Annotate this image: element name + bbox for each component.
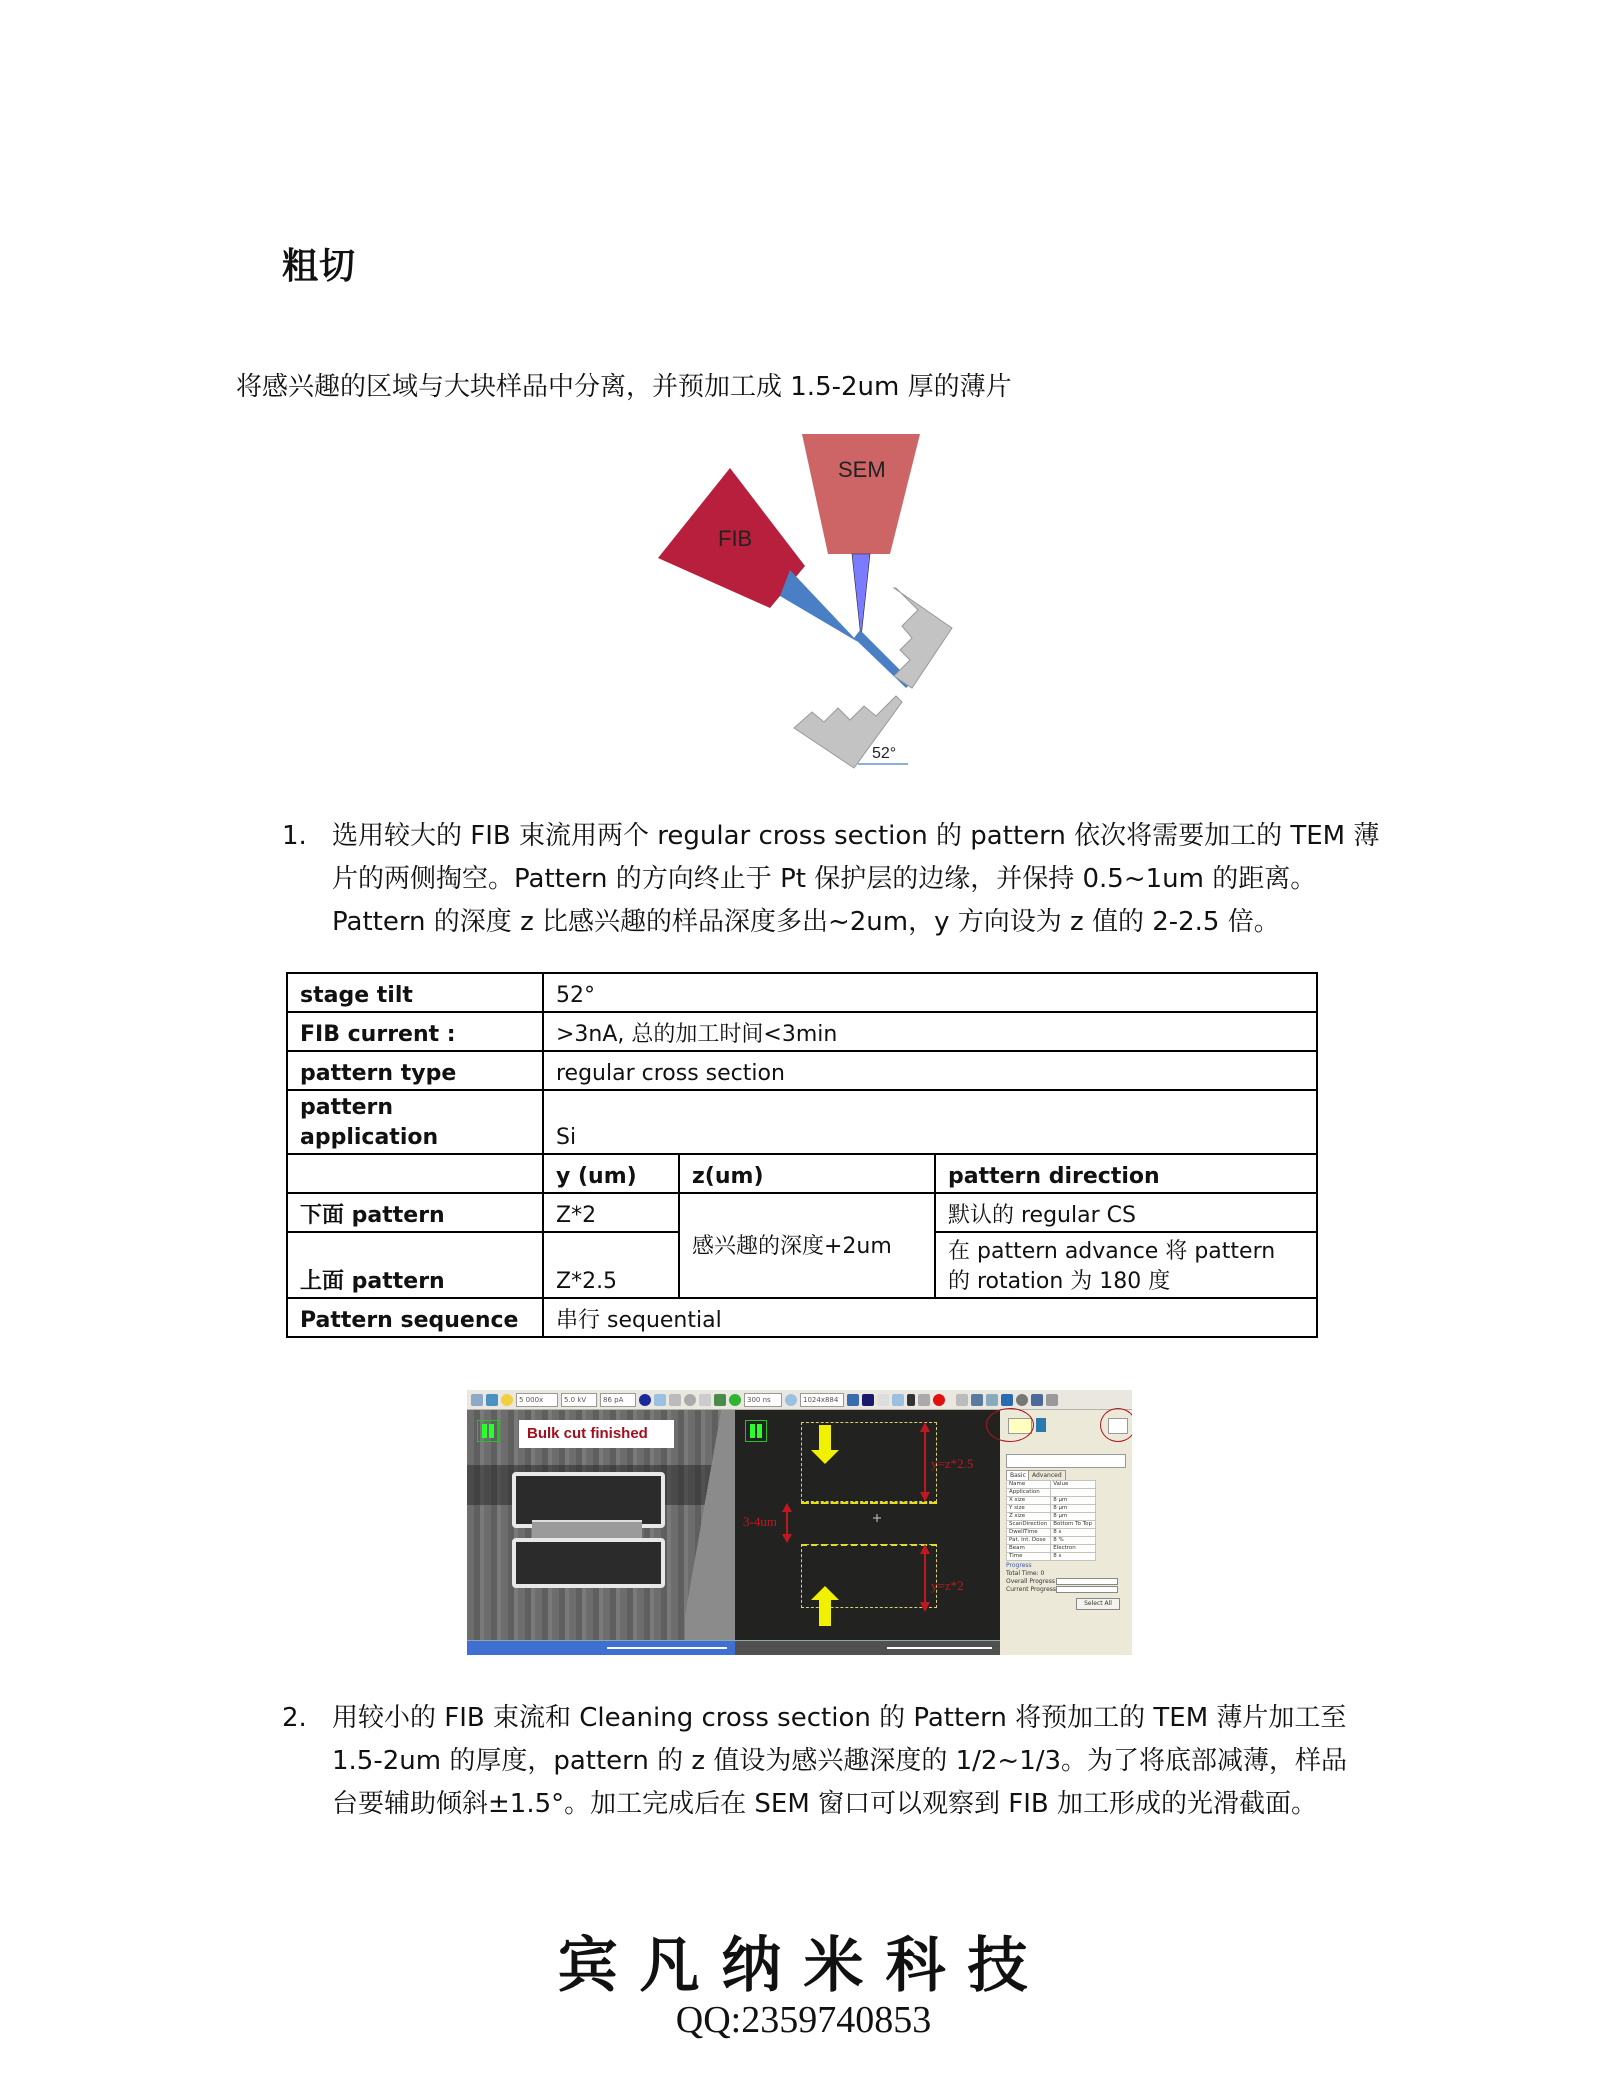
focus-icon[interactable] <box>699 1394 711 1406</box>
table-row <box>287 1090 1317 1154</box>
direction-cell: 在 pattern advance 将 pattern 的 rotation 为 180 度 <box>935 1232 1317 1298</box>
sem-beam <box>852 554 870 638</box>
sem-column <box>802 434 920 554</box>
fib-label: FIB <box>718 526 753 551</box>
beam-icon <box>471 1394 483 1406</box>
direction-cell: 默认的 regular CS <box>935 1193 1317 1232</box>
gis-icon[interactable] <box>1046 1394 1058 1406</box>
voltage-field[interactable]: 5.0 kV <box>561 1393 597 1407</box>
current-progress-label: Current Progress <box>1006 1586 1057 1593</box>
total-time: Total Time: 0 <box>1006 1570 1045 1577</box>
patterning-panel <box>1000 1410 1132 1655</box>
crosshair-icon[interactable] <box>639 1394 651 1406</box>
empty-cell <box>287 1154 543 1193</box>
filter-icon[interactable] <box>892 1394 904 1406</box>
header-z: z(um) <box>679 1154 935 1193</box>
label-cell: pattern type <box>287 1051 543 1090</box>
magnification-field[interactable]: 5 000x <box>516 1393 558 1407</box>
software-screenshot <box>467 1390 1132 1655</box>
parameter-table <box>286 972 1318 1338</box>
step-number: 1. <box>282 821 307 851</box>
label-cell: FIB current : <box>287 1012 543 1051</box>
fib-sem-diagram <box>640 420 980 770</box>
overall-progress-label: Overall Progress <box>1006 1578 1055 1585</box>
header-y: y (um) <box>543 1154 679 1193</box>
step-text: 选用较大的 FIB 束流用两个 regular cross section 的 pattern 依次将需要加工的 TEM 薄片的两侧掏空。Pattern 的方向终止于 Pt 保护层的边缘，并保持 0.5~1um 的距离。Pattern 的深度 z 比感兴趣的样品深度多出~2um，y 方向设为 z 值的 2-2.5 倍。 <box>332 821 1380 937</box>
patterning-icon[interactable] <box>1001 1394 1013 1406</box>
label-cell: Pattern sequence <box>287 1298 543 1337</box>
label-cell: stage tilt <box>287 973 543 1012</box>
stop-icon[interactable] <box>918 1394 930 1406</box>
delete-icon[interactable] <box>1036 1418 1046 1432</box>
fib-view[interactable] <box>735 1410 1000 1640</box>
value-cell: Si <box>543 1090 1317 1154</box>
bulb-icon <box>501 1394 513 1406</box>
window-icon[interactable] <box>654 1394 666 1406</box>
detector-icon[interactable] <box>669 1394 681 1406</box>
fib-beam <box>780 570 858 642</box>
label-cell: pattern application <box>287 1090 543 1154</box>
sem-label: SEM <box>838 457 886 482</box>
current-progress-bar <box>1056 1586 1118 1593</box>
header-direction: pattern direction <box>935 1154 1317 1193</box>
upper-y-annotation: y=z*2.5 <box>931 1456 974 1471</box>
network-icon[interactable] <box>1031 1394 1043 1406</box>
table-row <box>287 1298 1317 1337</box>
z-cell: 感兴趣的深度+2um <box>679 1193 935 1298</box>
step-1 <box>282 815 1392 944</box>
intro-text: 将感兴趣的区域与大块样品中分离，并预加工成 1.5-2um 厚的薄片 <box>236 372 1012 402</box>
scale-bar-left <box>607 1647 727 1649</box>
pattern-select[interactable] <box>1006 1454 1126 1468</box>
table-row <box>287 973 1317 1012</box>
table-row <box>287 1051 1317 1090</box>
sample-upper <box>894 588 952 688</box>
pause-button[interactable] <box>862 1394 874 1406</box>
go-icon[interactable] <box>729 1394 741 1406</box>
step-2 <box>282 1697 1362 1826</box>
camera-icon[interactable] <box>1016 1394 1028 1406</box>
line-icon[interactable] <box>986 1394 998 1406</box>
step-text: 用较小的 FIB 束流和 Cleaning cross section 的 Pattern 将预加工的 TEM 薄片加工至 1.5-2um 的厚度，pattern 的 z 值设为感兴趣深度的 1/2~1/3。为了将底部减薄，样品台要辅助倾斜±1.5°。加工完成后在 SEM 窗口可以观察到 FIB 加工形成的光滑截面。 <box>332 1703 1348 1819</box>
resolution-field[interactable]: 1024x884 <box>800 1393 844 1407</box>
settings-icon[interactable] <box>956 1394 968 1406</box>
y-cell: Z*2.5 <box>543 1232 679 1298</box>
scan-time-field[interactable]: 300 ns <box>744 1393 782 1407</box>
contrast-icon[interactable] <box>684 1394 696 1406</box>
value-cell: >3nA, 总的加工时间<3min <box>543 1012 1317 1051</box>
gun-icon <box>486 1394 498 1406</box>
brand-name: 宾凡纳米科技 <box>557 1931 1050 2001</box>
sem-view[interactable] <box>467 1410 735 1640</box>
stage-icon[interactable] <box>971 1394 983 1406</box>
value-cell: 52° <box>543 973 1317 1012</box>
gap-annotation: 3-4um <box>743 1514 777 1529</box>
lower-y-annotation: y=z*2 <box>931 1578 964 1593</box>
step-number: 2. <box>282 1703 307 1733</box>
tab-advanced[interactable]: Advanced <box>1028 1470 1066 1481</box>
overlay-label: Bulk cut finished <box>519 1420 674 1448</box>
scan-mode-icon[interactable] <box>877 1394 889 1406</box>
angle-label: 52° <box>872 745 897 762</box>
snapshot-icon[interactable] <box>847 1394 859 1406</box>
property-grid: Name Value Application X size 8 µm Y size 8 µm Z size 8 µm ScanDirection Bottom To Top DwellTime 8 s Pat. Int. Dose 8 % Beam Electron Time 8 s <box>1006 1480 1096 1561</box>
value-cell: 串行 sequential <box>543 1298 1317 1337</box>
status-bar <box>467 1640 1000 1655</box>
table-row <box>287 1154 1317 1193</box>
table-row <box>287 1012 1317 1051</box>
video-icon[interactable] <box>714 1394 726 1406</box>
table-row <box>287 1193 1317 1232</box>
label-cell: 上面 pattern <box>287 1232 543 1298</box>
toolbar <box>467 1390 1132 1410</box>
scale-bar-right <box>887 1647 992 1649</box>
progress-title: Progress <box>1006 1562 1032 1569</box>
value-cell: regular cross section <box>543 1051 1317 1090</box>
overall-progress-bar <box>1056 1578 1118 1585</box>
select-all-button[interactable]: Select All <box>1076 1598 1120 1610</box>
timer-icon[interactable] <box>785 1394 797 1406</box>
label-cell: 下面 pattern <box>287 1193 543 1232</box>
tab-basic[interactable]: Basic <box>1006 1470 1030 1481</box>
contact-qq: QQ:2359740853 <box>675 1999 932 2041</box>
current-field[interactable]: 86 pA <box>600 1393 636 1407</box>
page-heading: 粗切 <box>282 246 357 287</box>
y-cell: Z*2 <box>543 1193 679 1232</box>
play-icon[interactable] <box>907 1394 915 1406</box>
pause-indicator-icon <box>477 1420 499 1442</box>
record-icon[interactable] <box>933 1394 945 1406</box>
lower-trench <box>512 1538 665 1588</box>
